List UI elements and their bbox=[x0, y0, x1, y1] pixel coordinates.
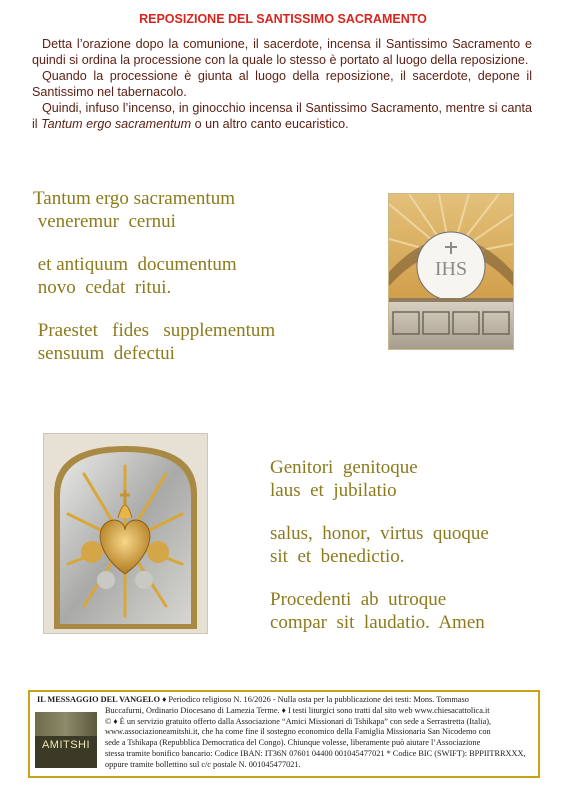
hymn-line: sensuum defectui bbox=[33, 343, 175, 364]
footer-line-7: oppure tramite bollettino sul c/c postale N. 001045477021. bbox=[105, 759, 301, 769]
page-title: REPOSIZIONE DEL SANTISSIMO SACRAMENTO bbox=[139, 12, 427, 26]
hymn-stanza bbox=[33, 187, 275, 233]
hymn-line: laus et jubilatio bbox=[270, 480, 397, 501]
hymn-line: et antiquum documentum bbox=[33, 254, 237, 275]
hymn-stanza bbox=[270, 588, 489, 634]
intro-paragraph-1: Detta l’orazione dopo la comunione, il sacerdote, incensa il Santissimo Sacramento e quindi si ordina la processione con la quale lo stesso è portato al luogo della reposizione. bbox=[32, 37, 532, 67]
footer-line-2: Buccafurni, Ordinario Diocesano di Lamezia Terme. ♦ I testi liturgici sono tratti dal sito web www.chiesacattolica.it bbox=[105, 705, 490, 715]
ihs-monogram: IHS bbox=[434, 258, 468, 280]
logo-text: AMITSHI bbox=[41, 739, 91, 751]
hymn-line: Genitori genitoque bbox=[270, 457, 418, 478]
sacred-heart-tabernacle-image bbox=[43, 433, 208, 634]
hymn-block-2 bbox=[270, 456, 489, 654]
intro-p3-start: Quindi, infuso l’incenso, in ginocchio incensa il Santissimo Sacramento, mentre si canta il bbox=[32, 101, 532, 131]
hymn-line: novo cedat ritui. bbox=[33, 277, 172, 298]
window-illustration bbox=[389, 194, 513, 349]
hymn-stanza bbox=[270, 522, 489, 568]
intro-paragraph-3 bbox=[32, 100, 532, 132]
footer-text bbox=[37, 695, 533, 771]
intro-paragraph-2: Quando la processione è giunta al luogo della reposizione, il sacerdote, depone il Santissimo nel tabernacolo. bbox=[32, 69, 532, 99]
footer-line-6: stessa tramite bonifico bancario: Codice IBAN: IT36N 07601 04400 001045477021 * Codice BIC (SWIFT): BPPIITRRXXX, bbox=[105, 748, 526, 758]
intro-p3-italic: Tantum ergo sacramentum bbox=[41, 117, 192, 131]
footer-publication-name: IL MESSAGGIO DEL VANGELO bbox=[37, 695, 161, 704]
intro-p3-end: o un altro canto eucaristico. bbox=[191, 117, 349, 131]
hymn-line: Praestet fides supplementum bbox=[33, 320, 276, 341]
footer-info-box bbox=[28, 690, 540, 778]
eucharist-window-image bbox=[388, 193, 514, 350]
hymn-stanza bbox=[33, 253, 275, 299]
footer-line-4: www.associazioneamitshi.it, che ha come fine il sostegno economico della Famiglia Missionaria San Nicodemo con bbox=[105, 727, 491, 737]
footer-line-1 bbox=[37, 695, 533, 706]
intro-text bbox=[32, 36, 532, 132]
hymn-line: salus, honor, virtus quoque bbox=[270, 523, 489, 544]
footer-line-1-text: ♦ Periodico religioso N. 16/2026 - Nulla osta per la pubblicazione dei testi: Mons. Tommaso bbox=[160, 695, 469, 704]
footer-line-5: sede a Tshikapa (Repubblica Democratica del Congo). Chiunque volesse, liberamente può aiutare l’Associazione bbox=[105, 738, 481, 748]
hymn-line: Tantum ergo sacramentum bbox=[33, 188, 235, 209]
hymn-stanza bbox=[33, 319, 275, 365]
hymn-stanza bbox=[270, 456, 489, 502]
hymn-line: veneremur cernui bbox=[33, 211, 176, 232]
hymn-line: compar sit laudatio. Amen bbox=[270, 612, 485, 633]
hymn-block-1 bbox=[33, 187, 275, 385]
hymn-line: Procedenti ab utroque bbox=[270, 589, 447, 610]
hymn-line: sit et benedictio. bbox=[270, 546, 405, 567]
footer-line-3: © ♦ È un servizio gratuito offerto dalla Associazione “Amici Missionari di Tshikapa” con sede a Serrastretta (Italia), bbox=[105, 716, 492, 726]
tabernacle-illustration bbox=[44, 434, 207, 633]
